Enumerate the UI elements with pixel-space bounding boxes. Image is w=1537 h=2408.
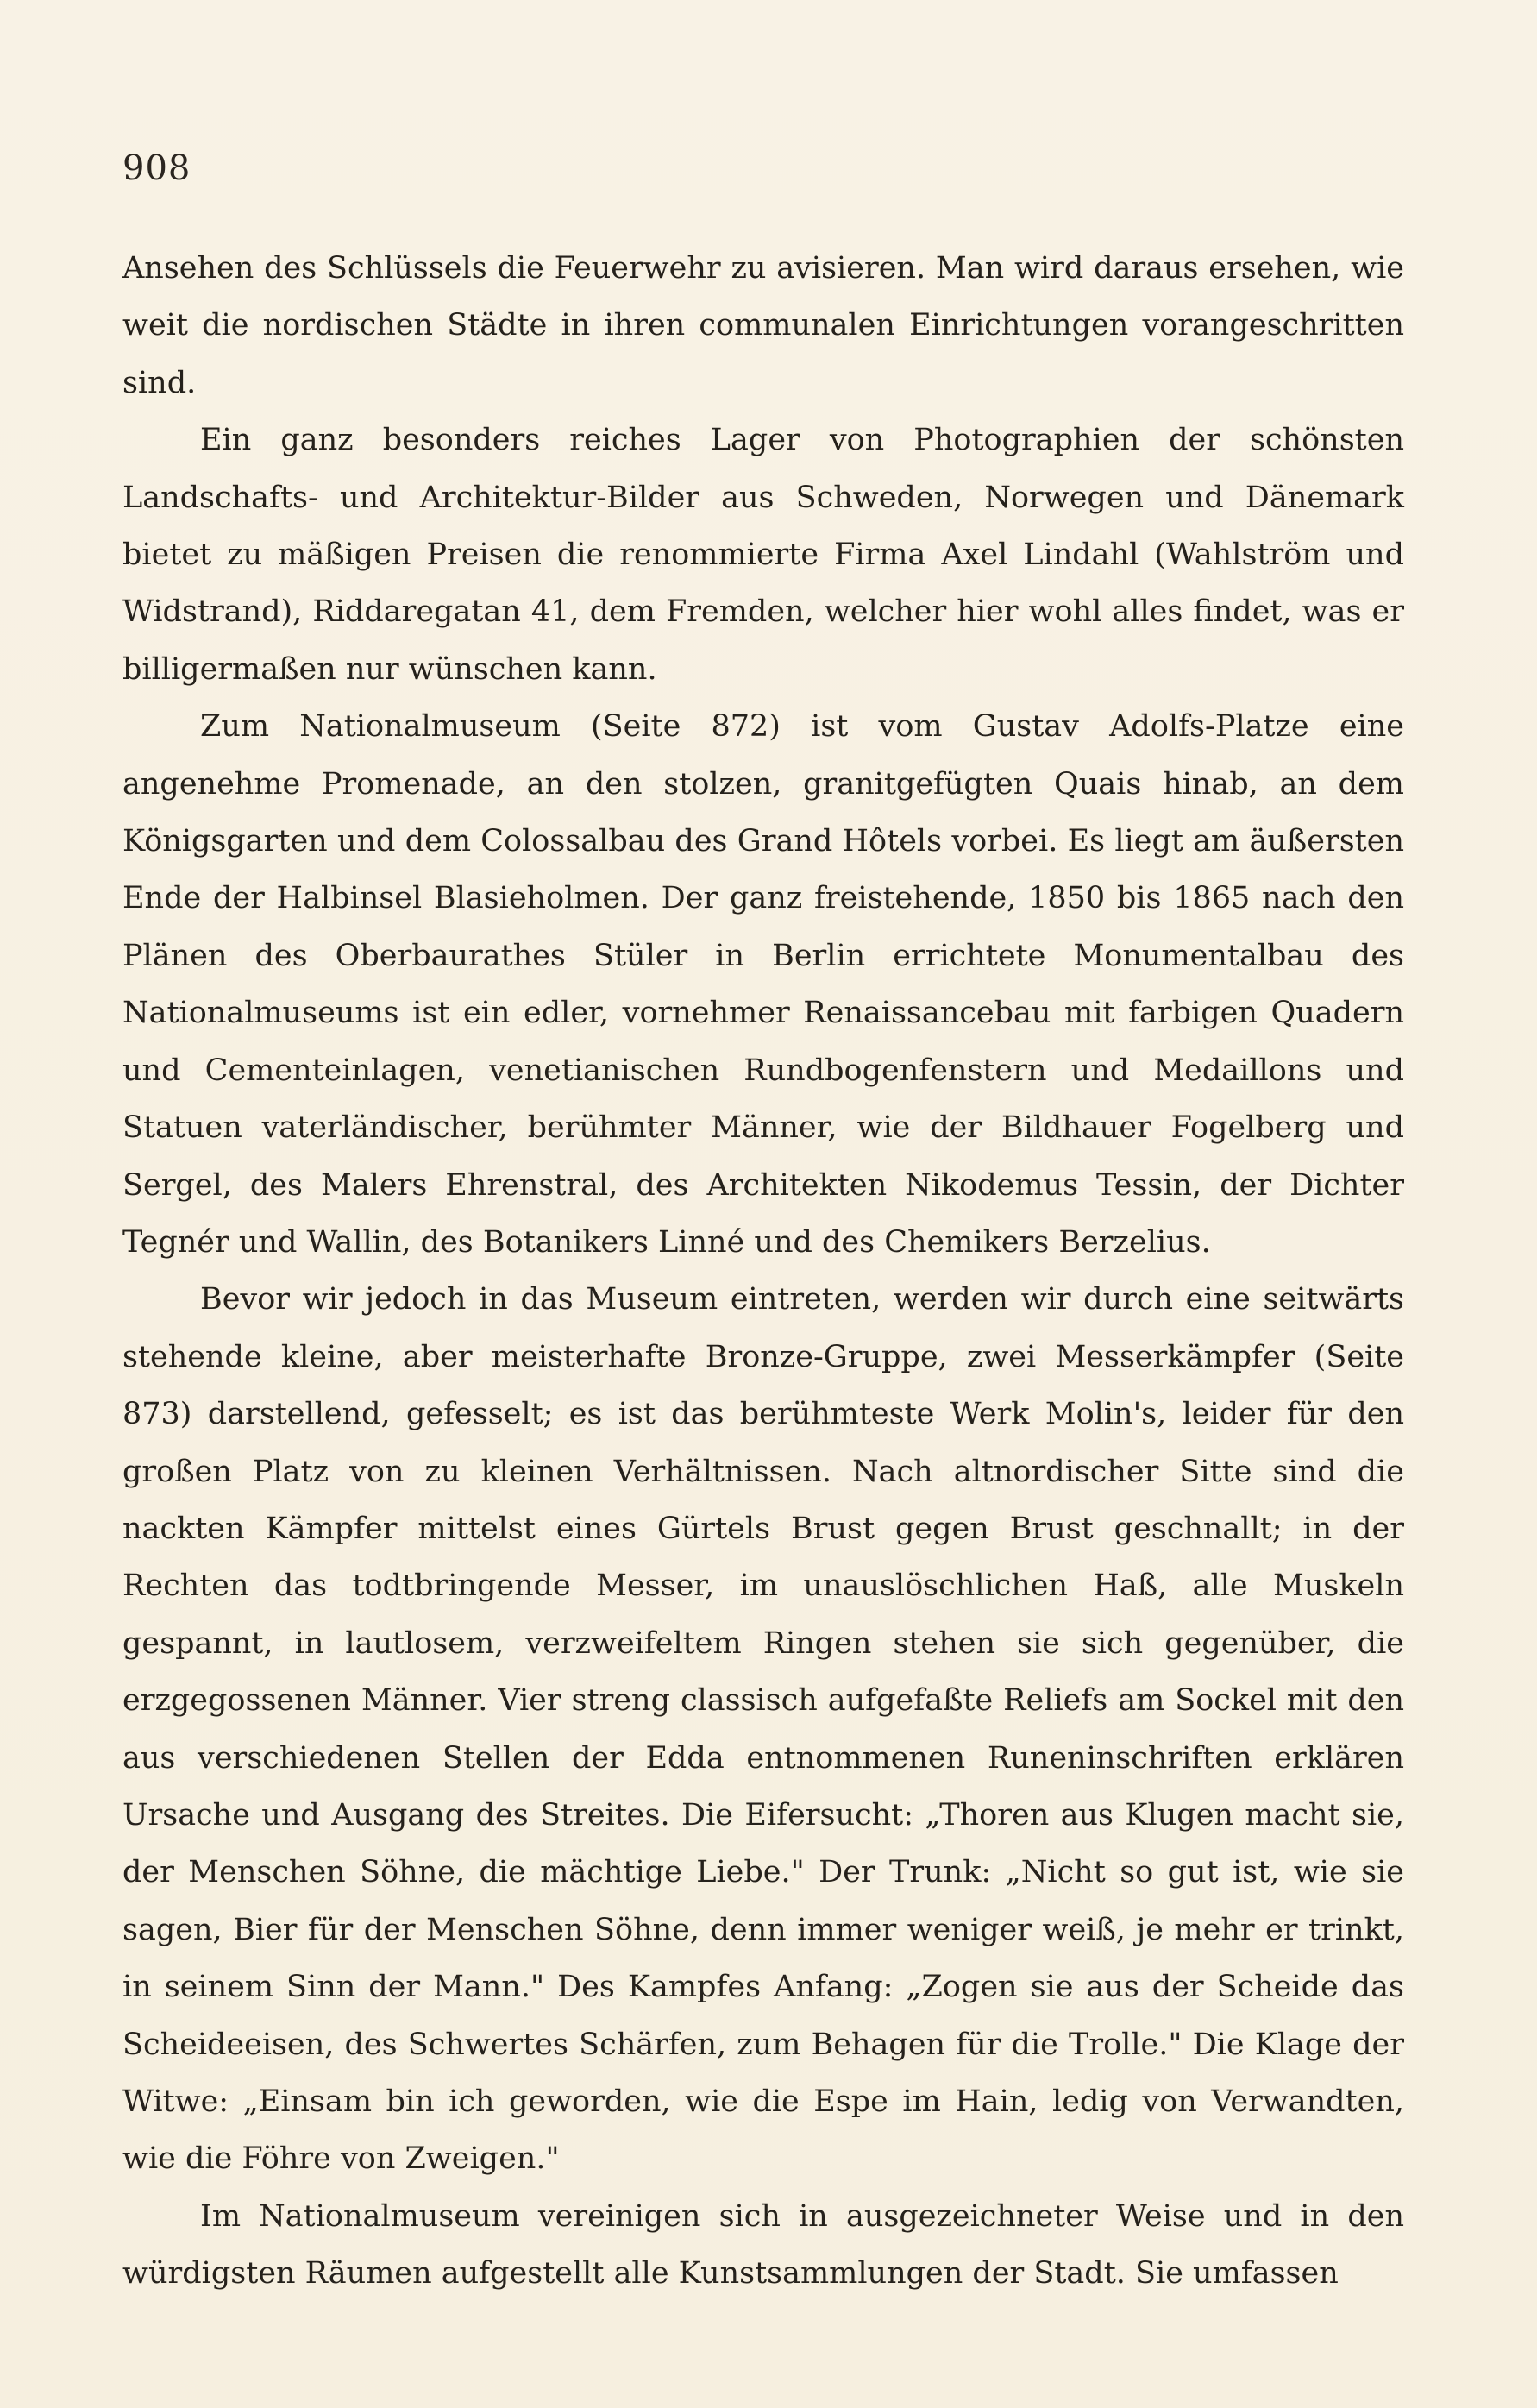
page-number: 908 bbox=[122, 148, 191, 188]
paragraph-5: Im Nationalmuseum vereinigen sich in ausgezeichneter Weise und in den würdigsten Räumen aufgestellt alle Kunstsammlungen der Stadt. Sie umfassen bbox=[122, 2198, 1404, 2292]
body-text bbox=[122, 240, 1404, 2303]
paragraph-1: Ansehen des Schlüssels die Feuerwehr zu avisieren. Man wird daraus ersehen, wie weit die nordischen Städte in ihren communalen Einrichtungen vorangeschritten sind. bbox=[122, 251, 1404, 400]
paragraph-4: Bevor wir jedoch in das Museum eintreten, werden wir durch eine seitwärts stehende kleine, aber meisterhafte Bronze-Gruppe, zwei Messerkämpfer (Seite 873) darstellend, gefesselt; es ist das berühmteste Werk Molin's, leider für den großen Platz von zu kleinen Verhältnissen. Nach altnordischer Sitte sind die nackten Kämpfer mittelst eines Gürtels Brust gegen Brust geschnallt; in der Rechten das todtbringende Messer, im unauslöschlichen Haß, alle Muskeln gespannt, in lautlosem, verzweifeltem Ringen stehen sie sich gegenüber, die erzgegossenen Männer. Vier streng classisch aufgefaßte Reliefs am Sockel mit den aus verschiedenen Stellen der Edda entnommenen Runeninschriften erklären Ursache und Ausgang des Streites. Die Eifersucht: „Thoren aus Klugen macht sie, der Menschen Söhne, die mächtige Liebe." Der Trunk: „Nicht so gut ist, wie sie sagen, Bier für der Menschen Söhne, denn immer weniger weiß, je mehr er trinkt, in seinem Sinn der Mann." Des Kampfes Anfang: „Zogen sie aus der Scheide das Scheideeisen, des Schwertes Schärfen, zum Behagen für die Trolle." Die Klage der Witwe: „Einsam bin ich geworden, wie die Espe im Hain, ledig von Verwandten, wie die Föhre von Zweigen." bbox=[122, 1282, 1404, 2177]
paragraph-3: Zum Nationalmuseum (Seite 872) ist vom Gustav Adolfs-Platze eine angenehme Promenade, an den stolzen, granitgefügten Quais hinab, an dem Königsgarten und dem Colossalbau des Grand Hôtels vorbei. Es liegt am äußersten Ende der Halbinsel Blasieholmen. Der ganz freistehende, 1850 bis 1865 nach den Plänen des Oberbaurathes Stüler in Berlin errichtete Monumentalbau des Nationalmuseums ist ein edler, vornehmer Renaissancebau mit farbigen Quadern und Cementeinlagen, venetianischen Rundbogenfenstern und Medaillons und Statuen vaterländischer, berühmter Männer, wie der Bildhauer Fogelberg und Sergel, des Malers Ehrenstral, des Architekten Nikodemus Tessin, der Dichter Tegnér und Wallin, des Botanikers Linné und des Chemikers Berzelius. bbox=[122, 709, 1404, 1260]
paragraph-2: Ein ganz besonders reiches Lager von Photographien der schönsten Landschafts- und Architektur-Bilder aus Schweden, Norwegen und Dänemark bietet zu mäßigen Preisen die renommierte Firma Axel Lindahl (Wahlström und Widstrand), Riddaregatan 41, dem Fremden, welcher hier wohl alles findet, was er billigermaßen nur wünschen kann. bbox=[122, 423, 1404, 687]
